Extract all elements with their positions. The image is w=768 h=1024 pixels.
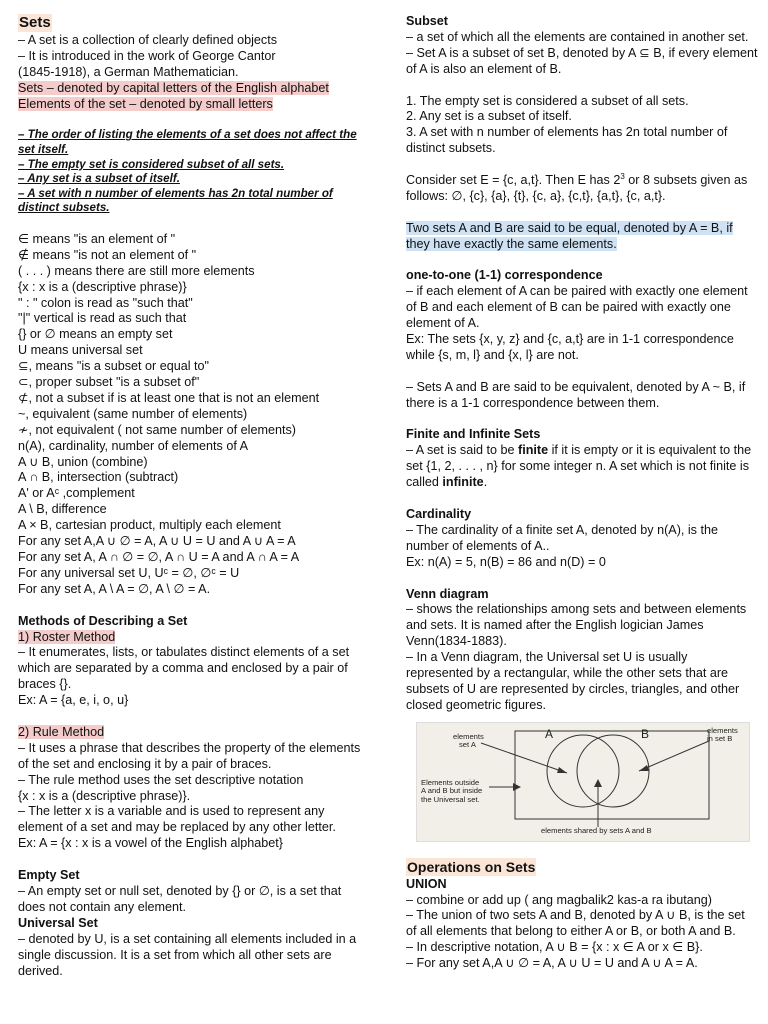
symbol-item: A × B, cartesian product, multiply each element: [18, 518, 281, 533]
symbol-item: ∉ means "is not an element of ": [18, 247, 197, 262]
one-to-one-example: Ex: The sets {x, y, z} and {c, a,t} are in 1-1 correspondence while {s, m, l} and {x, l} are not.: [406, 332, 734, 362]
symbol-item: U means universal set: [18, 343, 143, 358]
methods-heading: Methods of Describing a Set: [18, 613, 188, 628]
finite-text: – A set is said to be finite if it is empty or it is equivalent to the set {1, 2, . . . , n} for some integer n. A set which is not finite is called infinite.: [406, 443, 752, 490]
rule-method-line: – It uses a phrase that describes the property of the elements of the set and enclosing it by a pair of braces.: [18, 740, 361, 771]
cardinality-heading: Cardinality: [406, 506, 472, 521]
venn-diagram: [416, 722, 750, 842]
finite-heading: Finite and Infinite Sets: [406, 427, 541, 442]
union-heading: UNION: [406, 876, 447, 891]
cardinality-text: – The cardinality of a finite set A, denoted by n(A), is the number of elements of A..: [406, 522, 718, 553]
symbol-item: " : " colon is read as "such that": [18, 295, 193, 310]
venn-elements-b-label: elements in set B: [707, 725, 738, 744]
symbol-item: For any set A,A ∪ ∅ = A, A ∪ U = U and A ∪ A = A: [18, 534, 296, 549]
left-column: [18, 14, 368, 979]
subset-line: – Set A is a subset of set B, denoted by A ⊆ B, if every element of A is also an element of B.: [406, 45, 758, 76]
venn-shared-label: elements shared by sets A and B: [541, 825, 652, 835]
symbol-item: ⊄, not a subset if is at least one that is not an element: [18, 390, 320, 405]
symbol-item: ⊆, means "is a subset or equal to": [18, 359, 210, 374]
rule-order: – The order of listing the elements of a set does not affect the set itself.: [18, 128, 357, 157]
consider-example: Consider set E = {c, a,t}. Then E has $2^3$ or 8 subsets given as follows: ∅, {c}, {a}, {t}, {c, a}, {c,t}, {a,t}, {c, a,t}.: [406, 171, 748, 203]
symbol-item: n(A), cardinality, number of elements of A: [18, 438, 249, 453]
venn-elements-a-label: elements set A: [453, 731, 484, 750]
venn-text: – shows the relationships among sets and between elements and sets. It is named after the English logician James Venn(1834-1883).: [406, 602, 747, 649]
rule-empty-set: – The empty set is considered subset of all sets.: [18, 157, 285, 171]
equivalent-text: – Sets A and B are said to be equivalent, denoted by A ~ B, if there is a 1-1 correspondence between them.: [406, 379, 746, 410]
symbol-item: ⊂, proper subset "is a subset of": [18, 375, 200, 390]
symbol-item: {} or ∅ means an empty set: [18, 327, 173, 342]
universal-set-text: – denoted by U, is a set containing all elements included in a single discussion. It is a set from which all other sets are derived.: [18, 931, 357, 978]
rule-method-label: 2) Rule Method: [18, 724, 105, 739]
symbol-list: [18, 232, 368, 598]
rule-any-subset: – Any set is a subset of itself.: [18, 172, 180, 186]
symbol-item: {x : x is a (descriptive phrase)}: [18, 279, 187, 294]
venn-text: – In a Venn diagram, the Universal set U is usually represented by a rectangular, while the other sets that are subsets of U are represented by circles, triangles, and other closed geometric figures.: [406, 650, 740, 712]
symbol-item: For any set A, A \ A = ∅, A \ ∅ = A.: [18, 581, 211, 596]
symbol-item: For any universal set U, Uᶜ = ∅, ∅ᶜ = U: [18, 565, 240, 580]
venn-outside-label: Elements outside A and B but inside the Universal set.: [421, 777, 483, 804]
intro-line: (1845-1918), a German Mathematician.: [18, 64, 239, 79]
union-line: – For any set A,A ∪ ∅ = A, A ∪ U = U and A ∪ A = A.: [406, 956, 698, 971]
universal-set-heading: Universal Set: [18, 915, 98, 930]
page-title: Sets: [19, 14, 51, 31]
cardinality-example: Ex: n(A) = 5, n(B) = 86 and n(D) = 0: [406, 554, 606, 569]
symbol-item: A' or Aᶜ ,complement: [18, 486, 135, 501]
symbol-item: ~, equivalent (same number of elements): [18, 406, 248, 421]
symbol-item: ≁, not equivalent ( not same number of elements): [18, 422, 296, 437]
subset-heading: Subset: [406, 14, 448, 28]
rule-method-line: – The letter x is a variable and is used to represent any element of a set and may be replaced by any other letter.: [18, 804, 336, 835]
empty-set-text: – An empty set or null set, denoted by {} or ∅, is a set that does not contain any element.: [18, 883, 342, 914]
subset-list-item: 2. Any set is a subset of itself.: [406, 109, 572, 124]
rule-example: Ex: A = {x : x is a vowel of the English alphabet}: [18, 836, 283, 851]
right-column: [406, 14, 758, 972]
symbol-item: A ∩ B, intersection (subtract): [18, 470, 179, 485]
union-line: – combine or add up ( ang magbalik2 kas-a ra ibutang): [406, 892, 712, 907]
subset-list-item: 1. The empty set is considered a subset of all sets.: [406, 93, 689, 108]
roster-method-label: 1) Roster Method: [18, 629, 116, 644]
intro-line: – A set is a collection of clearly defined objects: [18, 33, 278, 47]
subset-list-item: 3. A set with n number of elements has 2n total number of distinct subsets.: [406, 125, 728, 156]
venn-label-a: A: [545, 726, 554, 741]
union-line: – The union of two sets A and B, denoted by A ∪ B, is the set of all elements that belong to either A or B, or both A and B.: [406, 908, 745, 939]
intro-line: – It is introduced in the work of George Cantor: [18, 48, 276, 63]
symbol-item: "|" vertical is read as such that: [18, 311, 187, 326]
highlight-sets-notation: Sets – denoted by capital letters of the English alphabet: [18, 80, 329, 95]
symbol-item: A \ B, difference: [18, 502, 107, 517]
equal-sets-definition: Two sets A and B are said to be equal, denoted by A = B, if they have exactly the same elements.: [406, 220, 733, 251]
empty-set-heading: Empty Set: [18, 868, 80, 883]
rule-2n-subsets: – A set with n number of elements has 2n total number of distinct subsets.: [18, 186, 333, 215]
symbol-item: A ∪ B, union (combine): [18, 454, 148, 469]
venn-label-b: B: [641, 726, 650, 741]
symbol-item: For any set A, A ∩ ∅ = ∅, A ∩ U = A and A ∩ A = A: [18, 550, 300, 564]
venn-heading: Venn diagram: [406, 586, 489, 601]
operations-heading: Operations on Sets: [407, 858, 536, 875]
union-line: – In descriptive notation, A ∪ B = {x : x ∈ A or x ∈ B}.: [406, 940, 703, 955]
symbol-item: ∈ means "is an element of ": [18, 231, 176, 246]
one-to-one-text: – if each element of A can be paired with exactly one element of B and each element of B can be paired with exactly one element of A.: [406, 284, 748, 331]
subset-line: – a set of which all the elements are contained in another set.: [406, 29, 749, 44]
roster-example: Ex: A = {a, e, i, o, u}: [18, 693, 129, 708]
roster-method-text: – It enumerates, lists, or tabulates distinct elements of a set which are separated by a comma and enclosed by a pair of braces {}.: [18, 645, 350, 692]
highlight-elements-notation: Elements of the set – denoted by small letters: [18, 96, 273, 111]
rule-method-line: {x : x is a (descriptive phrase)}.: [18, 788, 191, 803]
symbol-item: ( . . . ) means there are still more elements: [18, 263, 255, 278]
one-to-one-heading: one-to-one (1-1) correspondence: [406, 268, 603, 283]
rule-method-line: – The rule method uses the set descriptive notation: [18, 772, 304, 787]
